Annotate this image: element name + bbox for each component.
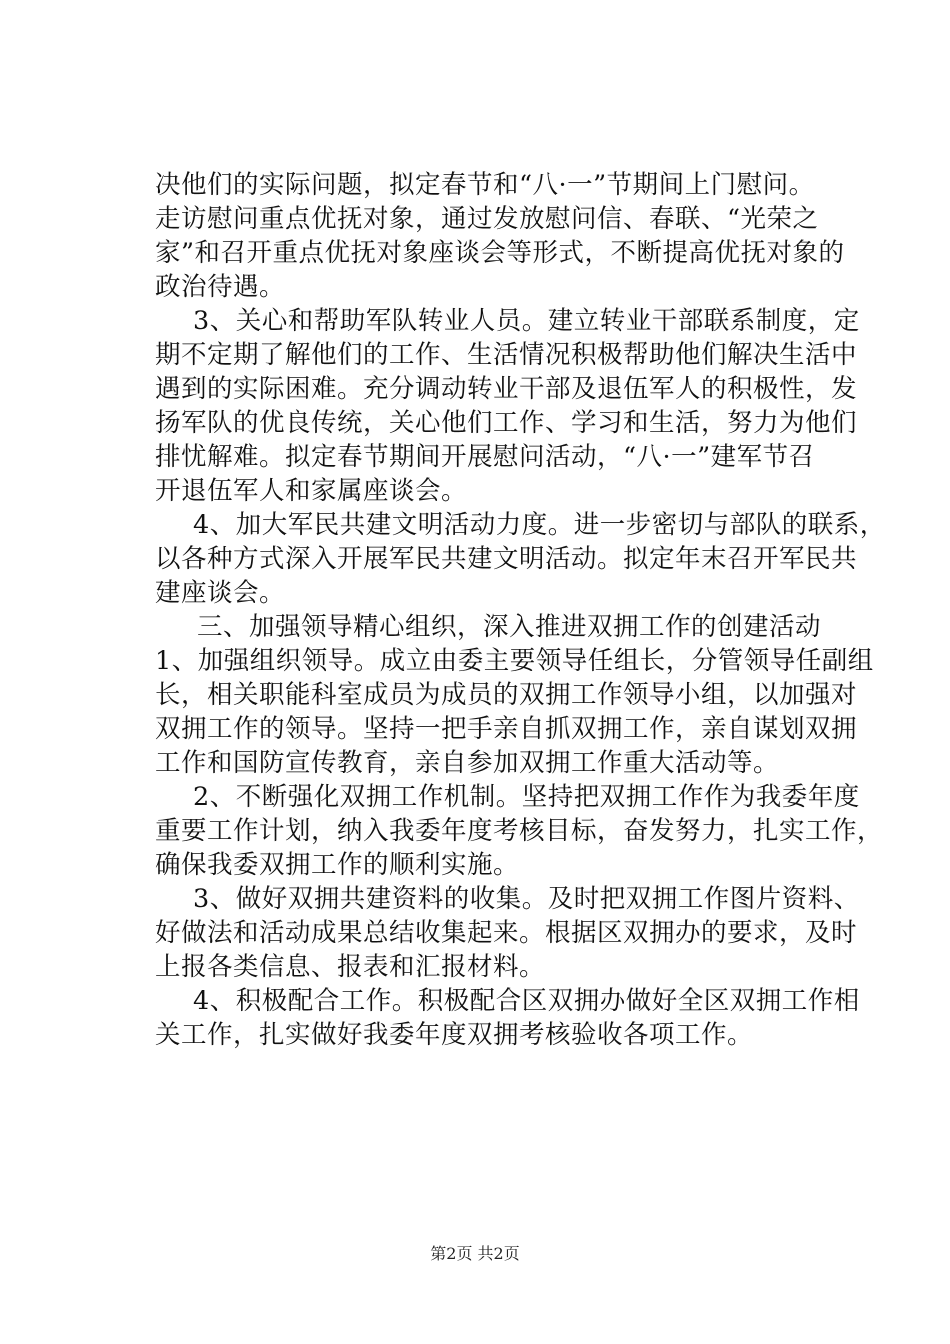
document-body [155,168,886,1052]
text-line: 建座谈会。 [155,578,286,608]
text-line: 4、加大军民共建文明活动力度。进一步密切与部队的联系， [193,510,886,540]
text-line: 双拥工作的领导。坚持一把手亲自抓双拥工作，亲自谋划双拥 [155,714,858,744]
text-line: 走访慰问重点优抚对象，通过发放慰问信、春联、“光荣之 [155,204,819,234]
text-line: 期不定期了解他们的工作、生活情况积极帮助他们解决生活中 [155,340,858,370]
text-line: 关工作，扎实做好我委年度双拥考核验收各项工作。 [155,1020,754,1050]
text-line: 1、加强组织领导。成立由委主要领导任组长，分管领导任副组 [155,646,874,676]
text-line: 工作和国防宣传教育，亲自参加双拥工作重大活动等。 [155,748,780,778]
text-line: 3、关心和帮助军队转业人员。建立转业干部联系制度，定 [193,306,860,336]
text-line: 以各种方式深入开展军民共建文明活动。拟定年末召开军民共 [155,544,858,574]
text-line: 重要工作计划，纳入我委年度考核目标，奋发努力，扎实工作， [155,816,884,846]
text-line: 开退伍军人和家属座谈会。 [155,476,468,506]
text-line: 政治待遇。 [155,272,286,302]
text-line: 家”和召开重点优抚对象座谈会等形式，不断提高优抚对象的 [155,238,845,268]
text-line: 决他们的实际问题，拟定春节和“八·一”节期间上门慰问。 [155,170,815,200]
text-line: 上报各类信息、报表和汇报材料。 [155,952,546,982]
section-heading: 三、加强领导精心组织，深入推进双拥工作的创建活动 [197,612,822,642]
text-line: 好做法和活动成果总结收集起来。根据区双拥办的要求，及时 [155,918,858,948]
text-line: 遇到的实际困难。充分调动转业干部及退伍军人的积极性，发 [155,374,858,404]
text-line: 2、不断强化双拥工作机制。坚持把双拥工作作为我委年度 [193,782,860,812]
text-line: 4、积极配合工作。积极配合区双拥办做好全区双拥工作相 [193,986,860,1016]
page-number-footer: 第2页 共2页 [430,1244,520,1263]
text-line: 扬军队的优良传统，关心他们工作、学习和生活，努力为他们 [155,408,858,438]
text-line: 确保我委双拥工作的顺利实施。 [155,850,520,880]
text-line: 长，相关职能科室成员为成员的双拥工作领导小组，以加强对 [155,680,858,710]
text-line: 排忧解难。拟定春节期间开展慰问活动，“八·一”建军节召 [155,442,815,472]
text-line: 3、做好双拥共建资料的收集。及时把双拥工作图片资料、 [193,884,860,914]
